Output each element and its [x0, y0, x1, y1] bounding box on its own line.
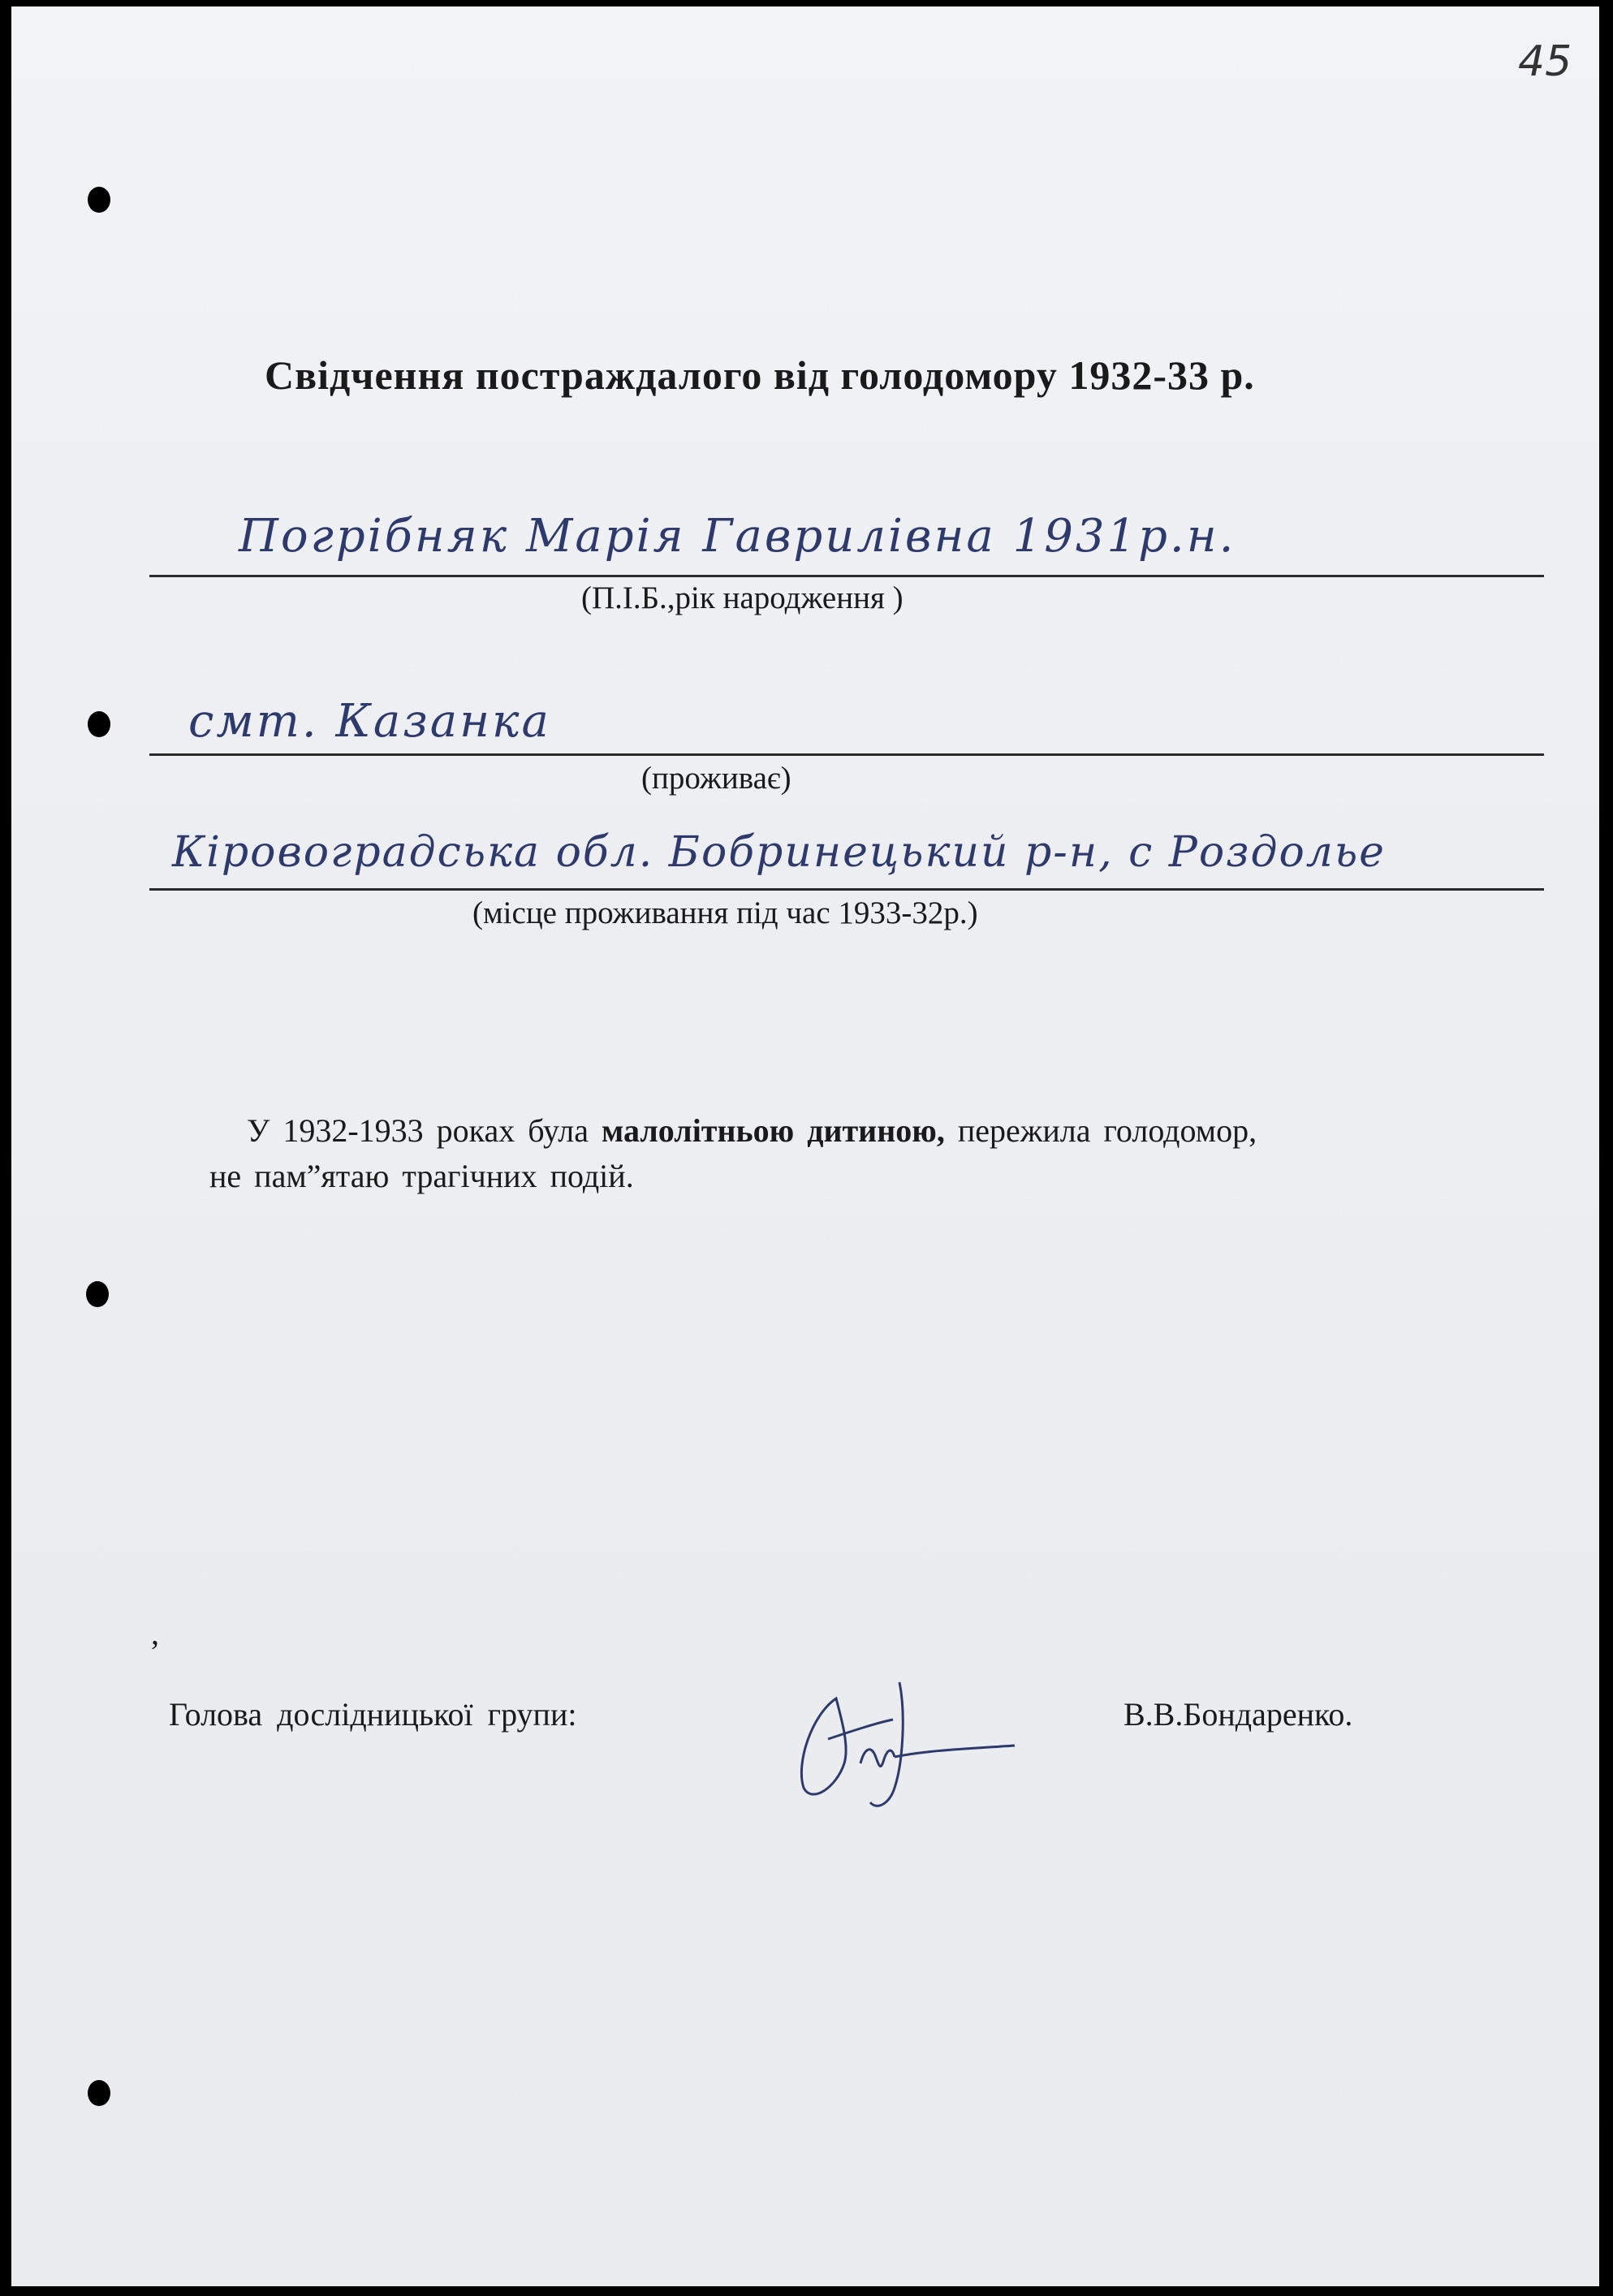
document-page [11, 6, 1599, 2286]
signature [779, 1666, 1047, 1812]
signatory-name: В.В.Бондаренко. [1123, 1696, 1353, 1733]
punch-hole [88, 711, 110, 737]
body-text-bold: малолітньою дитиною, [602, 1112, 945, 1149]
body-text-start: У 1932-1933 роках була [247, 1112, 589, 1149]
residence-line [149, 753, 1544, 756]
past-residence-caption: (місце проживання під час 1933-32р.) [472, 896, 978, 930]
body-text-end: пережила голодомор, [957, 1112, 1257, 1149]
body-line-1 [247, 1109, 1257, 1153]
punch-hole [86, 1281, 109, 1307]
handwritten-name: Погрібняк Марія Гаврилівна 1931р.н. [239, 510, 1236, 563]
stray-comma: , [151, 1615, 159, 1651]
past-residence-line [149, 888, 1544, 891]
role-label: Голова дослідницької групи: [169, 1696, 577, 1733]
handwritten-residence: смт. Казанка [188, 695, 551, 748]
document-title: Свідчення постраждалого від голодомору 1932-33 р. [265, 352, 1255, 398]
punch-hole [88, 2080, 110, 2106]
handwritten-past-residence: Кіровоградська обл. Бобринецький р-н, с Роздолье [172, 828, 1386, 877]
name-caption: (П.І.Б.,рік народження ) [581, 580, 904, 615]
name-line [149, 575, 1544, 577]
page-number: 45 [1518, 37, 1572, 86]
body-line-2: не пам”ятаю трагічних подій. [209, 1158, 634, 1194]
residence-caption: (проживає) [641, 761, 791, 796]
punch-hole [88, 187, 110, 213]
